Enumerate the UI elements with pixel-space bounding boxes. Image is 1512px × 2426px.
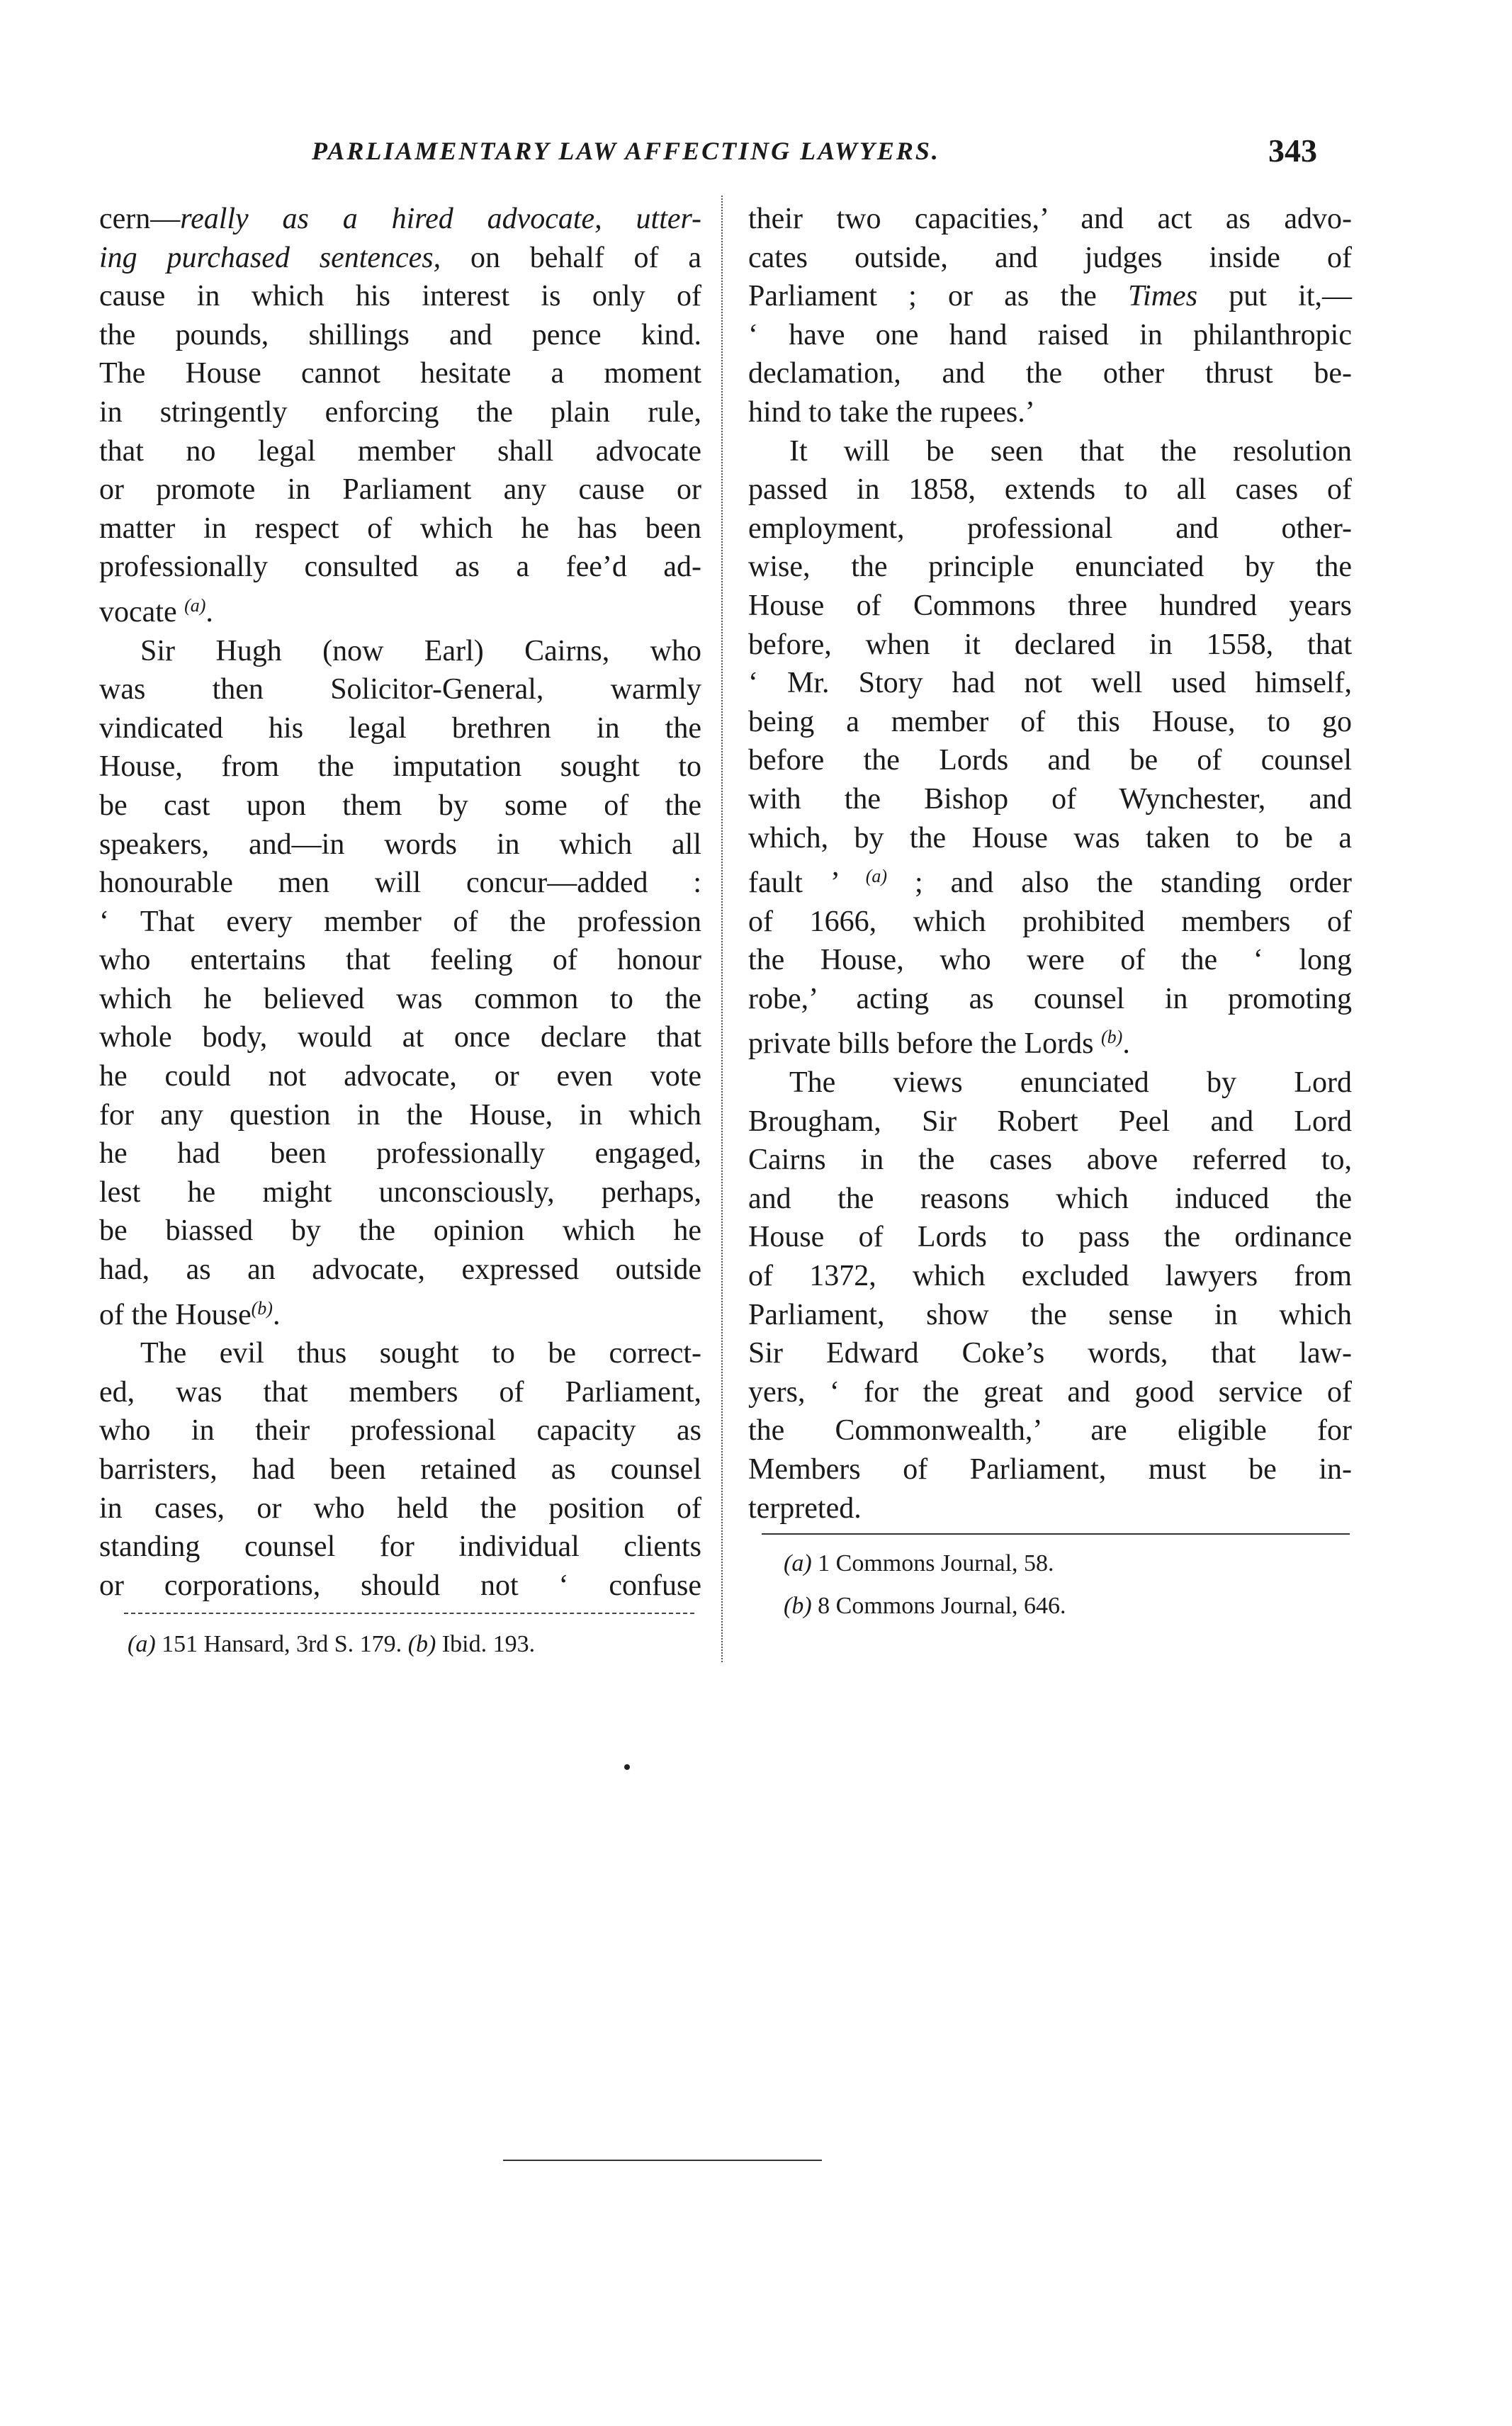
- paragraph: [748, 1064, 1352, 1528]
- text-line: House of Commons three hundred years: [748, 589, 1352, 622]
- text-line: before the Lords and be of counsel: [748, 744, 1352, 777]
- paragraph: [99, 200, 701, 632]
- text-line: being a member of this House, to go: [748, 705, 1352, 738]
- text-line: the House, who were of the ‘ long: [748, 944, 1352, 977]
- footnote-left: [128, 1631, 535, 1658]
- text-run: .: [1122, 1027, 1130, 1061]
- footnote-right-a: [784, 1550, 1054, 1577]
- text-line: their two capacities,’ and act as advo-: [748, 203, 1352, 235]
- text-line: House of Lords to pass the ordinance: [748, 1221, 1352, 1254]
- ink-speck: [624, 1764, 630, 1770]
- text-line: which, by the House was taken to be a: [748, 821, 1352, 854]
- text-line: cause in which his interest is only of: [99, 280, 701, 313]
- text-line: the pounds, shillings and pence kind.: [99, 318, 701, 351]
- text-line: ‘ Mr. Story had not well used himself,: [748, 667, 1352, 700]
- column-divider: [721, 196, 723, 1662]
- text-run: cern—: [99, 203, 181, 235]
- text-line: speakers, and—in words in which all: [99, 828, 701, 861]
- text-line: of 1372, which excluded lawyers from: [748, 1260, 1352, 1293]
- text-line: or promote in Parliament any cause or: [99, 473, 701, 507]
- text-line: passed in 1858, extends to all cases of: [748, 473, 1352, 507]
- text-line: [99, 587, 701, 632]
- text-line: yers, ‘ for the great and good service of: [748, 1375, 1352, 1409]
- text-line: and the reasons which induced the: [748, 1182, 1352, 1215]
- paragraph: [748, 432, 1352, 1064]
- footnote-rule: [124, 1613, 694, 1614]
- paragraph: [99, 632, 701, 1335]
- end-rule: [503, 2160, 822, 2161]
- text-line: or corporations, should not ‘ confuse: [99, 1569, 701, 1602]
- text-line: that no legal member shall advocate: [99, 434, 701, 468]
- text-run: private bills before the Lords: [748, 1027, 1102, 1061]
- text-line: he could not advocate, or even vote: [99, 1060, 701, 1093]
- text-line: cates outside, and judges inside of: [748, 241, 1352, 274]
- text-line: which he believed was common to the: [99, 982, 701, 1015]
- text-line: [748, 1018, 1352, 1064]
- text-line: [99, 1290, 701, 1335]
- footnote-text: 1 Commons Journal, 58.: [811, 1550, 1054, 1576]
- text-line: in stringently enforcing the plain rule,: [99, 395, 701, 429]
- text-line: be biassed by the opinion which he: [99, 1214, 701, 1248]
- paragraph: [99, 1334, 701, 1605]
- text-line: The evil thus sought to be correct-: [140, 1337, 701, 1370]
- text-line: Sir Edward Coke’s words, that law-: [748, 1337, 1352, 1370]
- footnote-text: 8 Commons Journal, 646.: [811, 1593, 1066, 1619]
- footnote-right-b: [784, 1593, 1066, 1620]
- text-run: of the House: [99, 1298, 252, 1331]
- text-run: ; and also the standing order: [887, 867, 1352, 900]
- text-run: fault ’: [748, 867, 866, 900]
- italic-text: ing purchased sentences,: [99, 241, 441, 274]
- text-line: Parliament, show the sense in which: [748, 1298, 1352, 1331]
- text-line: for any question in the House, in which: [99, 1098, 701, 1132]
- footnote-rule: [762, 1533, 1350, 1535]
- text-line: before, when it declared in 1558, that: [748, 628, 1352, 661]
- text-line: employment, professional and other-: [748, 512, 1352, 545]
- text-line: the Commonwealth,’ are eligible for: [748, 1414, 1352, 1448]
- page-number: 343: [1268, 132, 1317, 169]
- text-line: whole body, would at once declare that: [99, 1021, 701, 1054]
- footnote-ref: (a): [865, 866, 888, 887]
- text-line: House, from the imputation sought to: [99, 750, 701, 784]
- text-line: It will be seen that the resolution: [789, 434, 1352, 468]
- text-line: standing counsel for individual clients: [99, 1530, 701, 1564]
- text-line: declamation, and the other thrust be-: [748, 357, 1352, 390]
- footnote-ref: (a): [184, 594, 206, 616]
- text-line: barristers, had been retained as counsel: [99, 1453, 701, 1486]
- text-line: [99, 239, 701, 278]
- text-run: .: [272, 1298, 281, 1331]
- left-column: [99, 200, 701, 1605]
- text-line: lest he might unconsciously, perhaps,: [99, 1175, 701, 1209]
- footnote-marker: (a): [128, 1631, 156, 1657]
- footnote-ref: (b): [251, 1297, 273, 1319]
- text-line: [748, 277, 1352, 316]
- text-line: robe,’ acting as counsel in promoting: [748, 982, 1352, 1015]
- text-line: vindicated his legal brethren in the: [99, 711, 701, 745]
- text-line: ed, was that members of Parliament,: [99, 1375, 701, 1409]
- text-line: he had been professionally engaged,: [99, 1137, 701, 1170]
- text-run: put it,—: [1197, 280, 1352, 313]
- text-line: who in their professional capacity as: [99, 1414, 701, 1448]
- footnote-marker: (b): [784, 1593, 812, 1619]
- text-line: [99, 200, 701, 239]
- text-line: Sir Hugh (now Earl) Cairns, who: [140, 634, 701, 667]
- text-line: wise, the principle enunciated by the: [748, 551, 1352, 584]
- text-run: .: [205, 595, 213, 628]
- text-run: vocate: [99, 595, 185, 628]
- text-line: ‘ That every member of the profession: [99, 905, 701, 938]
- footnote-marker: (b): [407, 1631, 436, 1657]
- text-line: terpreted.: [748, 1491, 862, 1525]
- footnote-text: 151 Hansard, 3rd S. 179.: [155, 1631, 408, 1657]
- text-run: on behalf of a: [441, 241, 701, 274]
- text-line: The views enunciated by Lord: [789, 1066, 1352, 1100]
- text-line: ‘ have one hand raised in philanthropic: [748, 318, 1352, 351]
- text-line: The House cannot hesitate a moment: [99, 357, 701, 390]
- italic-text: really as a hired advocate, utter-: [180, 203, 701, 235]
- running-header: PARLIAMENTARY LAW AFFECTING LAWYERS.: [312, 137, 940, 165]
- text-line: was then Solicitor-General, warmly: [99, 673, 701, 706]
- text-line: be cast upon them by some of the: [99, 789, 701, 822]
- right-column: [748, 200, 1352, 1528]
- paragraph: [748, 200, 1352, 432]
- text-line: [748, 857, 1352, 903]
- text-line: honourable men will concur—added :: [99, 867, 701, 900]
- text-line: Members of Parliament, must be in-: [748, 1453, 1352, 1486]
- text-line: professionally consulted as a fee’d ad-: [99, 551, 701, 584]
- footnote-text: Ibid. 193.: [436, 1631, 536, 1657]
- text-line: with the Bishop of Wynchester, and: [748, 782, 1352, 816]
- text-line: hind to take the rupees.’: [748, 395, 1035, 429]
- text-line: Cairns in the cases above referred to,: [748, 1144, 1352, 1177]
- italic-text: Times: [1128, 280, 1198, 313]
- text-line: matter in respect of which he has been: [99, 512, 701, 545]
- text-line: had, as an advocate, expressed outside: [99, 1253, 701, 1287]
- footnote-marker: (a): [784, 1550, 812, 1576]
- text-run: Parliament ; or as the: [748, 280, 1129, 313]
- text-line: in cases, or who held the position of: [99, 1491, 701, 1525]
- footnote-ref: (b): [1101, 1027, 1123, 1048]
- text-line: who entertains that feeling of honour: [99, 944, 701, 977]
- text-line: Brougham, Sir Robert Peel and Lord: [748, 1105, 1352, 1138]
- text-line: of 1666, which prohibited members of: [748, 905, 1352, 938]
